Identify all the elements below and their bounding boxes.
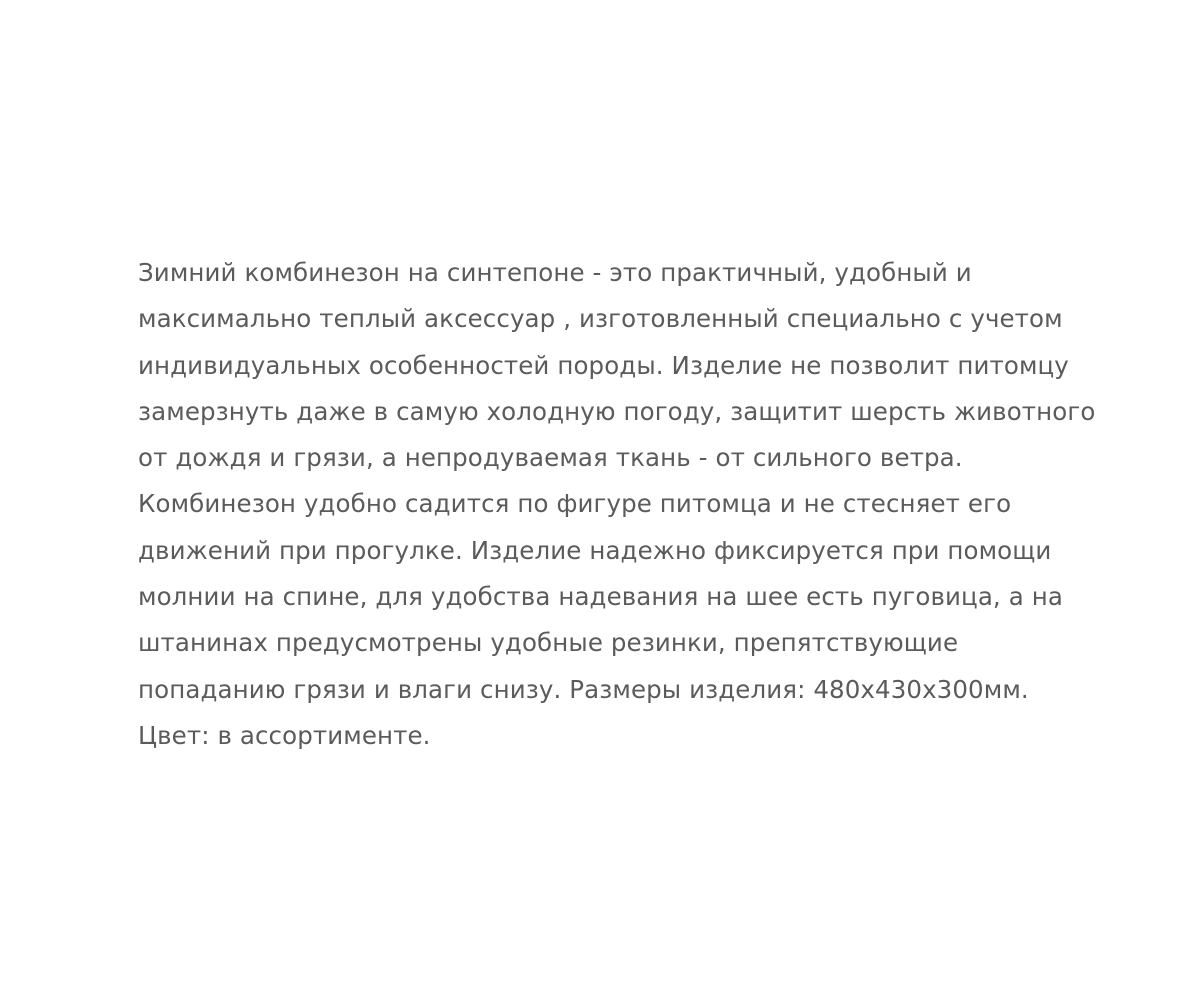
description-line: попаданию грязи и влаги снизу. Размеры изделия: 480х430х300мм. <box>138 674 1029 704</box>
description-line: штанинах предусмотрены удобные резинки, препятствующие <box>138 628 959 658</box>
description-line: замерзнуть даже в самую холодную погоду, защитит шерсть животного <box>138 396 1096 426</box>
description-line: молнии на спине, для удобства надевания на шее есть пуговица, а на <box>138 582 1063 612</box>
description-line: Цвет: в ассортименте. <box>138 720 431 750</box>
description-line: от дождя и грязи, а непродуваемая ткань - от сильного ветра. <box>138 443 963 473</box>
product-description <box>138 250 1188 759</box>
description-line: Комбинезон удобно садится по фигуре питомца и не стесняет его <box>138 489 1012 519</box>
description-line: движений при прогулке. Изделие надежно фиксируется при помощи <box>138 535 1052 565</box>
description-line: Зимний комбинезон на синтепоне - это практичный, удобный и <box>138 258 972 287</box>
description-line: индивидуальных особенностей породы. Изделие не позволит питомцу <box>138 350 1069 380</box>
description-line: максимально теплый аксессуар , изготовленный специально с учетом <box>138 304 1063 334</box>
